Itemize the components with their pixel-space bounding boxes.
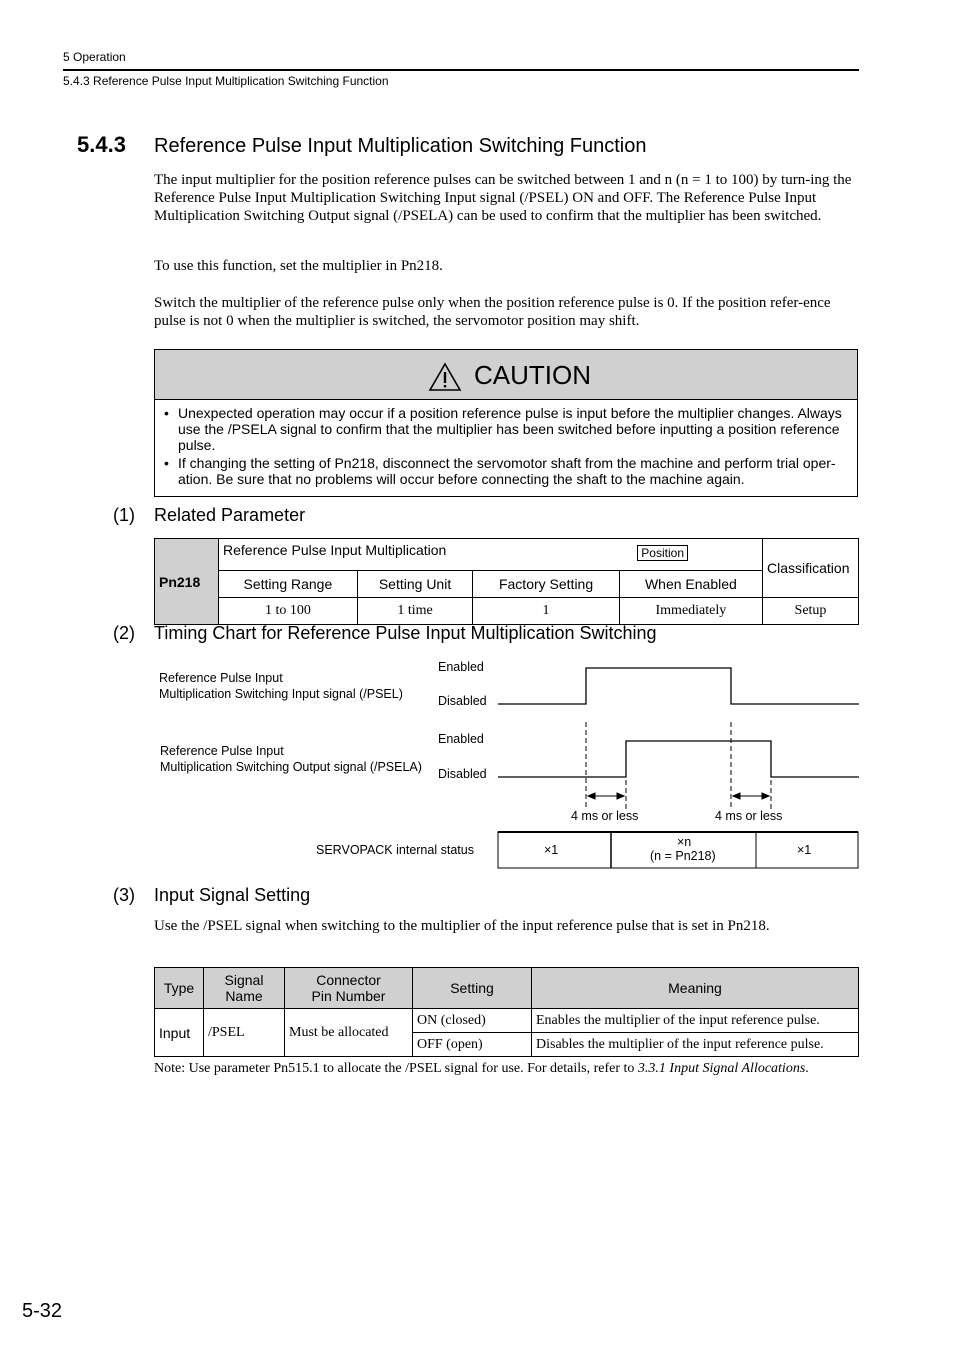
setting-range-value: 1 to 100 — [219, 598, 358, 625]
type-cell: Input — [155, 1009, 204, 1057]
status-x1-last: ×1 — [797, 843, 812, 857]
classification-header: Classification — [763, 539, 859, 598]
subheading-number: (1) — [113, 505, 135, 525]
status-x1-first: ×1 — [544, 843, 559, 857]
column-header: When Enabled — [619, 571, 762, 598]
column-header: Setting Unit — [357, 571, 473, 598]
column-header-meaning: Meaning — [532, 968, 859, 1009]
subheading-text: Input Signal Setting — [154, 885, 311, 905]
status-xn: ×n — [677, 835, 692, 849]
caution-item: • If changing the setting of Pn218, disconnect the servomotor shaft from the machine and perform trial oper-ation. Be sure that no problems will occur before connecting the shaft to the machine again. — [164, 455, 847, 487]
connector-header-line2: Pin Number — [311, 988, 386, 1004]
signal-header-line1: Signal — [224, 972, 264, 988]
connector-header-line1: Connector — [316, 972, 381, 988]
delay-arrow-2 — [733, 793, 769, 799]
psel-disabled-label: Disabled — [438, 694, 487, 708]
column-header-setting: Setting — [413, 968, 532, 1009]
running-header-section: 5.4.3 Reference Pulse Input Multiplication Switching Function — [63, 74, 389, 88]
setting-unit-value: 1 time — [357, 598, 473, 625]
intro-paragraph-2: To use this function, set the multiplier in Pn218. — [154, 258, 443, 274]
psel-label-line1: Reference Pulse Input — [159, 671, 283, 685]
psel-enabled-label: Enabled — [438, 660, 484, 674]
psel-waveform — [498, 668, 859, 704]
column-header: Factory Setting — [473, 571, 619, 598]
column-header-type: Type — [155, 968, 204, 1009]
when-enabled-value: Immediately — [619, 598, 762, 625]
classification-value: Setup — [763, 598, 859, 625]
subheading-number: (2) — [113, 623, 135, 643]
note-text: Note: Use parameter Pn515.1 to allocate the /PSEL signal for use. For details, refer to — [154, 1061, 638, 1076]
note — [154, 1061, 809, 1077]
meaning-cell: Enables the multiplier of the input reference pulse. — [532, 1009, 859, 1033]
subheading-input-signal — [113, 885, 310, 906]
psela-waveform — [498, 741, 859, 777]
input-signal-table — [154, 967, 859, 1057]
input-signal-description: Use the /PSEL signal when switching to the multiplier of the input reference pulse that is set in Pn218. — [154, 918, 770, 934]
delay-label-2: 4 ms or less — [715, 809, 783, 823]
psela-label-line1: Reference Pulse Input — [160, 744, 284, 758]
note-suffix: . — [805, 1061, 809, 1076]
page-number: 5-32 — [22, 1300, 63, 1322]
setting-cell: ON (closed) — [413, 1009, 532, 1033]
section-title: Reference Pulse Input Multiplication Switching Function — [154, 135, 647, 157]
subheading-text: Related Parameter — [154, 505, 306, 525]
psel-label-line2: Multiplication Switching Input signal (/PSEL) — [159, 687, 403, 701]
subheading-number: (3) — [113, 885, 135, 905]
intro-paragraph-1: The input multiplier for the position reference pulses can be switched between 1 and n (n = 1 to 100) by turn-ing the Reference Pulse Input Multiplication Switching Input signal (/PSEL) ON and OFF. The Reference Pulse Input Multiplication Switching Output signal (/PSELA) can be used to confirm that the multiplier has been switched. — [154, 172, 852, 224]
psela-enabled-label: Enabled — [438, 732, 484, 746]
subheading-text: Timing Chart for Reference Pulse Input Multiplication Switching — [154, 623, 657, 643]
psela-disabled-label: Disabled — [438, 767, 487, 781]
note-reference-link[interactable]: 3.3.1 Input Signal Allocations — [637, 1061, 806, 1076]
column-header: Setting Range — [219, 571, 358, 598]
caution-title: CAUTION — [474, 360, 591, 390]
section-number: 5.4.3 — [77, 132, 126, 157]
connector-cell: Must be allocated — [285, 1009, 413, 1057]
param-number: Pn218 — [155, 539, 219, 625]
status-xn-note: (n = Pn218) — [650, 849, 716, 863]
intro-paragraph-3: Switch the multiplier of the reference pulse only when the position reference pulse is 0. If the position refer-ence pulse is not 0 when the multiplier is switched, the servomotor position may shift. — [154, 295, 831, 329]
running-header-chapter: 5 Operation — [63, 50, 126, 64]
factory-setting-value: 1 — [473, 598, 619, 625]
delay-arrow-1 — [588, 793, 624, 799]
meaning-cell: Disables the multiplier of the input reference pulse. — [532, 1033, 859, 1057]
caution-item: • Unexpected operation may occur if a position reference pulse is input before the multiplier changes. Always use the /PSELA signal to confirm that the multiplier has been switched before inputting a position reference pulse. — [164, 405, 847, 453]
psela-label-line2: Multiplication Switching Output signal (/PSELA) — [160, 760, 422, 774]
signal-name-cell: /PSEL — [204, 1009, 285, 1057]
param-name: Reference Pulse Input Multiplication — [223, 542, 447, 558]
setting-cell: OFF (open) — [413, 1033, 532, 1057]
servopack-status-label: SERVOPACK internal status — [316, 843, 474, 857]
column-header-signal-name — [204, 968, 285, 1009]
position-badge: Position — [637, 545, 688, 561]
signal-header-line2: Name — [225, 988, 263, 1004]
column-header-connector — [285, 968, 413, 1009]
delay-label-1: 4 ms or less — [571, 809, 639, 823]
